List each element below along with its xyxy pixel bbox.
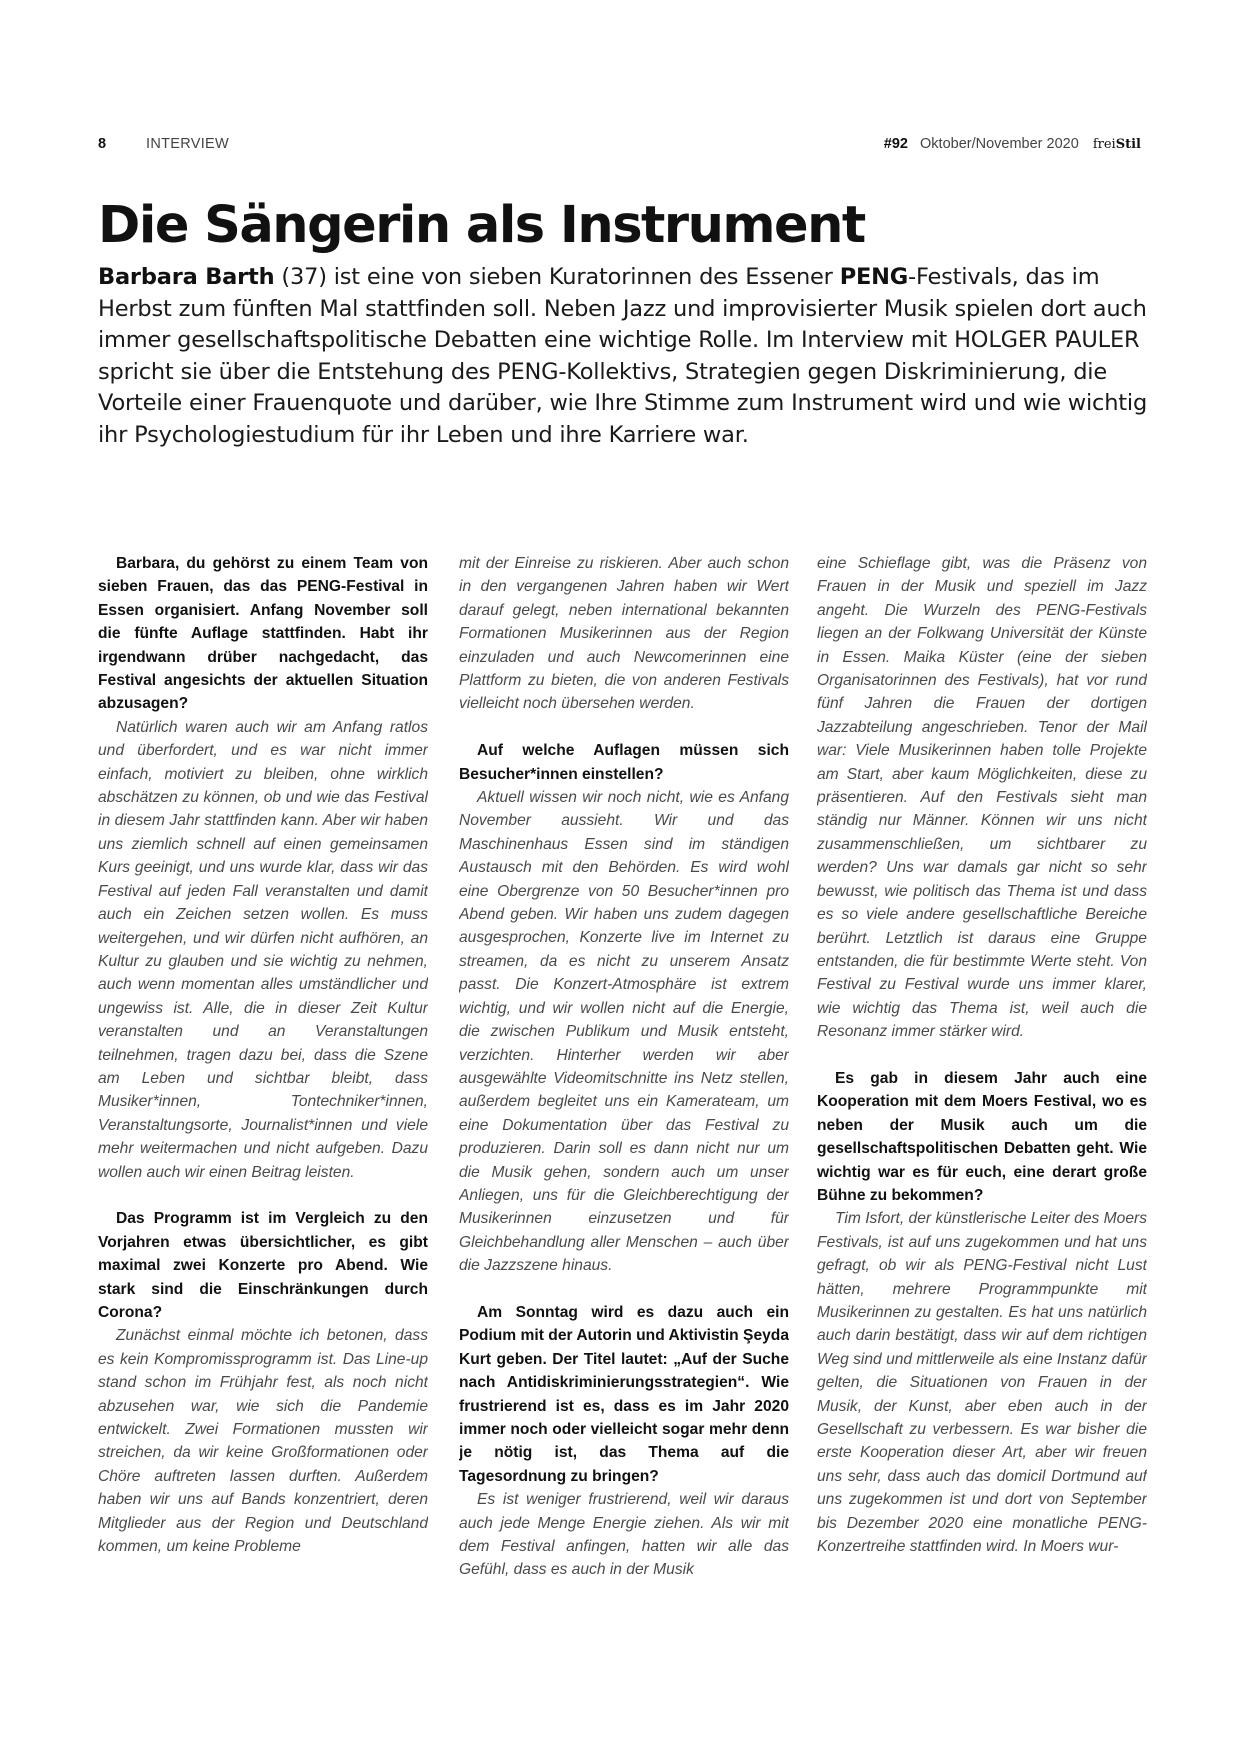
- text-column-2: [459, 552, 789, 1612]
- page-header: [98, 136, 1141, 156]
- text-column-1: [98, 552, 428, 1612]
- question: Auf welche Auflagen müssen sich Besucher*innen einstellen?: [459, 742, 789, 783]
- answer: Zunächst einmal möchte ich betonen, dass es kein Kompromissprogramm ist. Das Line-up stand schon im Frühjahr fest, als noch nicht abzusehen war, wie sich die Pandemie entwickelt. Zwei Formationen mussten wir streichen, da wir keine Großformationen oder Chöre auftreten lassen durften. Außerdem haben wir uns auf Bands konzentriert, deren Mitglieder aus der Region und Deutschland kommen, um keine Probleme: [98, 1327, 428, 1556]
- page-number: 8: [98, 136, 107, 152]
- answer: Tim Isfort, der künstlerische Leiter des Moers Festivals, ist auf uns zugekommen und hat uns gefragt, ob wir als PENG-Festival nicht Lust hätten, mehrere Programmpunkte mit Musikerinnen zu gestalten. Es hat uns natürlich auch darin bestätigt, dass wir auf dem richtigen Weg sind und mittlerweile als eine Instanz dafür gelten, die Situationen von Frauen in der Musik, der Kunst, aber eben auch in der Gesellschaft zu verbessern. Es war bisher die erste Kooperation dieser Art, aber wir freuen uns sehr, dass auch das domicil Dortmund auf uns zugekommen ist und dort von September bis Dezember 2020 eine monatliche PENG-Konzertreihe stattfinden wird. In Moers wur-: [817, 1210, 1147, 1556]
- paragraph-gap: [459, 1278, 789, 1301]
- issue-info: [884, 136, 1141, 152]
- answer-continued: mit der Einreise zu riskieren. Aber auch schon in den vergangenen Jahren haben wir Wert darauf gelegt, neben international bekannten Formationen Musikerinnen aus der Region einzuladen und auch Newcomerinnen eine Plattform zu bieten, die von anderen Festivals vielleicht noch übersehen werden.: [459, 555, 789, 713]
- answer: Natürlich waren auch wir am Anfang ratlos und überfordert, und es war nicht immer einfach, motiviert zu bleiben, ohne wirklich abschätzen zu können, ob und wie das Festival in diesem Jahr stattfinden kann. Aber wir haben uns ziemlich schnell auf einen gemeinsamen Kurs geeinigt, und uns wurde klar, dass wir das Festival auf jeden Fall veranstalten und damit auch ein Zeichen setzen wollen. Es muss weitergehen, und wir dürfen nicht aufhören, an Kultur zu glauben und sie wichtig zu nehmen, auch wenn momentan alles umständlicher und ungewiss ist. Alle, die in dieser Zeit Kultur veranstalten und an Veranstaltungen teilnehmen, tragen dazu bei, dass die Szene am Leben und sichtbar bleibt, dass Musiker*innen, Tontechniker*innen, Veranstaltungsorte, Journalist*innen und viele mehr weitermachen und nicht aufgeben. Dazu wollen auch wir einen Beitrag leisten.: [98, 718, 428, 1181]
- question: Es gab in diesem Jahr auch eine Kooperation mit dem Moers Festival, wo es neben der Musik auch um die gesellschaftspolitischen Debatten geht. Wie wichtig war es für euch, eine derart große Bühne zu bekommen?: [817, 1069, 1147, 1204]
- paragraph-gap: [459, 716, 789, 739]
- question: Das Programm ist im Vergleich zu den Vorjahren etwas übersichtlicher, es gibt maximal zwei Konzerte pro Abend. Wie stark sind die Einschränkungen durch Corona?: [98, 1210, 428, 1321]
- article-title: Die Sängerin als Instrument: [98, 196, 865, 255]
- article-intro: [98, 262, 1158, 451]
- question: Barbara, du gehörst zu einem Team von sieben Frauen, das das PENG-Festival in Essen organisiert. Anfang November soll die fünfte Auflage stattfinden. Habt ihr irgendwann drüber nachgedacht, das Festival angesichts der aktuellen Situation abzusagen?: [98, 555, 428, 713]
- logo-bold: Stil: [1115, 137, 1141, 152]
- magazine-logo: [1093, 137, 1141, 152]
- intro-festival: PENG: [839, 264, 909, 290]
- intro-text-2: -Festivals, das im Herbst zum fünften Mal stattfinden soll. Neben Jazz und improvisierter Musik spielen dort auch immer gesellschaftspolitische Debatten eine wichtige Rolle. Im Interview mit HOLGER PAULER spricht sie über die Entstehung des PENG-Kollektivs, Strategien gegen Diskriminierung, die Vorteile einer Frauenquote und darüber, wie Ihre Stimme zum Instrument wird und wie wichtig ihr Psychologiestudium für ihr Leben und ihre Karriere war.: [98, 264, 1148, 448]
- intro-name: Barbara Barth: [98, 264, 275, 290]
- section-label: INTERVIEW: [146, 136, 229, 152]
- intro-text-1: (37) ist eine von sieben Kuratorinnen des Essener: [274, 264, 840, 290]
- answer: Es ist weniger frustrierend, weil wir daraus auch jede Menge Energie ziehen. Als wir mit dem Festival anfingen, hatten wir alle das Gefühl, dass es auch in der Musik: [459, 1491, 789, 1579]
- question: Am Sonntag wird es dazu auch ein Podium mit der Autorin und Aktivistin Şeyda Kurt geben. Der Titel lautet: „Auf der Suche nach Antidiskriminierungsstrategien“. Wie frustrierend ist es, dass es im Jahr 2020 immer noch oder vielleicht sogar mehr denn je nötig ist, das Thema auf die Tagesordnung zu bringen?: [459, 1303, 789, 1485]
- text-column-3: [817, 552, 1147, 1612]
- answer: Aktuell wissen wir noch nicht, wie es Anfang November aussieht. Wir und das Maschinenhaus Essen sind im ständigen Austausch mit den Behörden. Es wird wohl eine Obergrenze von 50 Besucher*innen pro Abend geben. Wir haben uns zudem dagegen ausgesprochen, Konzerte live im Internet zu streamen, da es nicht zu unserem Ansatz passt. Die Konzert-Atmosphäre ist extrem wichtig, und wir wollen nicht auf die Energie, die zwischen Publikum und Musik entsteht, verzichten. Hinterher werden wir aber ausgewählte Videomitschnitte ins Netz stellen, außerdem begleitet uns ein Kamerateam, um eine Dokumentation über das Festival zu produzieren. Darin soll es dann nicht nur um die Musik gehen, sondern auch um unser Anliegen, uns für die Gleichberechtigung der Musikerinnen einzusetzen und für Gleichbehandlung aller Menschen – auch über die Jazzszene hinaus.: [459, 789, 789, 1275]
- answer-continued: eine Schieflage gibt, was die Präsenz von Frauen in der Musik und speziell im Jazz angeht. Die Wurzeln des PENG-Festivals liegen an der Folkwang Universität der Künste in Essen. Maika Küster (eine der sieben Organisatorinnen des Festivals), hat vor rund fünf Jahren die Frauen der dortigen Jazzabteilung angeschrieben. Tenor der Mail war: Viele Musikerinnen haben tolle Projekte am Start, aber kaum Möglichkeiten, diese zu präsentieren. Auf den Festivals sieht man ständig nur Männer. Können wir uns nicht zusammenschließen, um sichtbarer zu werden? Uns war damals gar nicht so sehr bewusst, wie politisch das Thema ist und dass es so viele andere gesellschaftliche Bereiche berührt. Letztlich ist daraus eine Gruppe entstanden, die für bestimmte Werte steht. Von Festival zu Festival wurde uns immer klarer, wie wichtig das Thema ist, weil auch die Resonanz immer stärker wird.: [817, 555, 1147, 1041]
- paragraph-gap: [817, 1044, 1147, 1067]
- issue-date: Oktober/November 2020: [920, 136, 1079, 152]
- paragraph-gap: [98, 1184, 428, 1207]
- issue-number: #92: [883, 136, 908, 152]
- logo-light: frei: [1092, 137, 1116, 152]
